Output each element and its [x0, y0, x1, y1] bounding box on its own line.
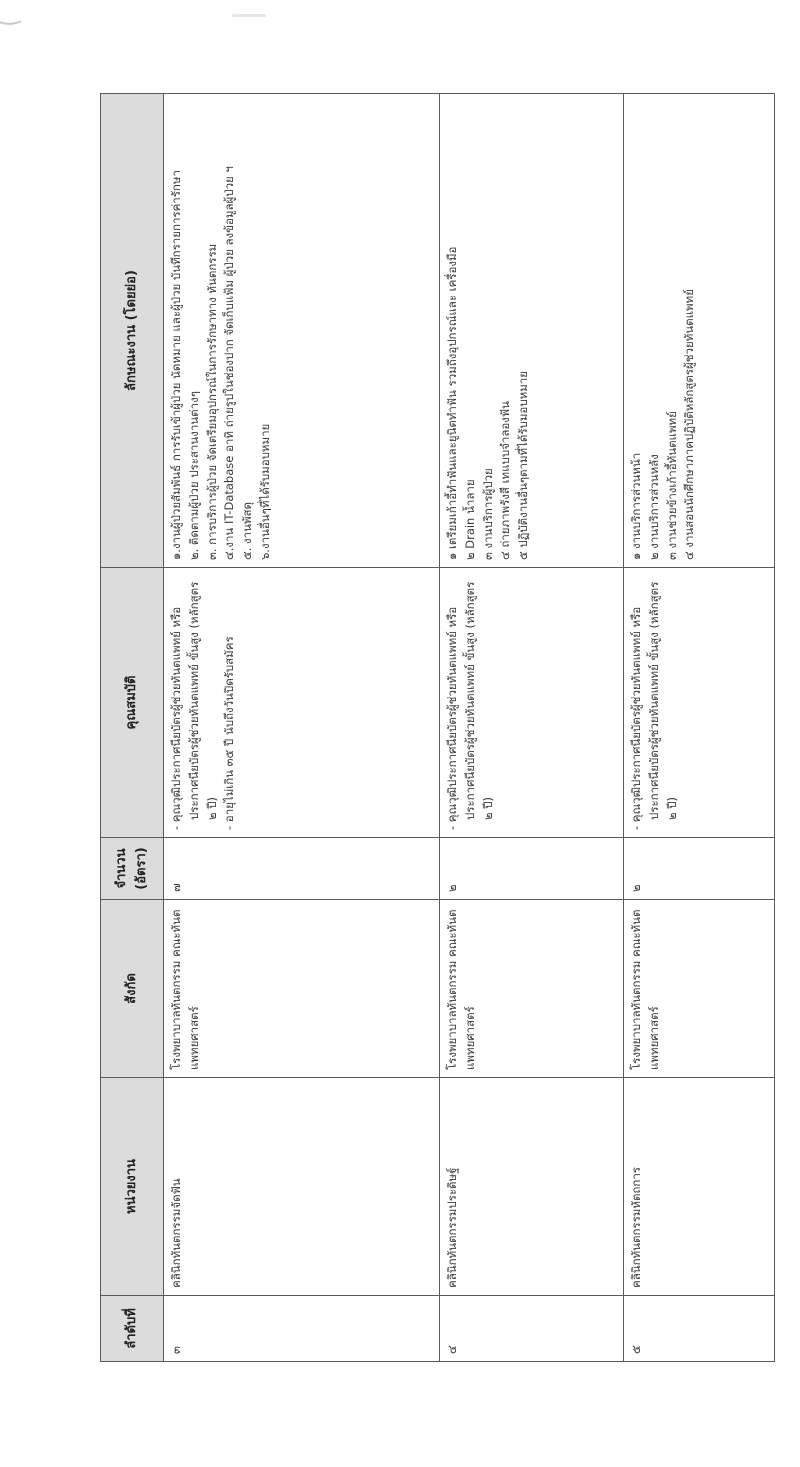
cell-duties [624, 94, 775, 568]
duty-line: ๖.งานอื่นๆที่ได้รับมอบหมาย [258, 423, 273, 560]
cell-duties [164, 94, 440, 568]
qualification-line: - คุณวุฒิประกาศนียบัตรผู้ช่วยทันตแพทย์ หรือประกาศนียบัตรผู้ช่วยทันตแพทย์ ขั้นสูง (หลักสูตร ๒ ปี) [169, 581, 219, 830]
duty-line: ๑ งานบริการส่วนหน้า [629, 452, 643, 560]
duty-line: ๕. งานพัสดุ [240, 501, 255, 560]
scan-smudge [232, 14, 266, 17]
cell-unit: คลินิกทันตกรรมประดิษฐ์ [440, 1078, 624, 1296]
cell-affiliation: โรงพยาบาลทันตกรรม คณะทันตแพทยศาสตร์ [164, 900, 440, 1078]
cell-unit: คลินิกทันตกรรมจัดฟัน [164, 1078, 440, 1296]
cell-unit: คลินิกทันตกรรมหัตถการ [624, 1078, 775, 1296]
scan-corner-mark [0, 0, 21, 33]
qualification-line: - อายุไม่เกิน ๓๕ ปี นับถึงวันปิดรับสมัคร [222, 636, 237, 830]
rotated-table-container [100, 94, 765, 1362]
cell-count: ๒ [440, 838, 624, 900]
header-qualification: คุณสมบัติ [101, 568, 164, 838]
duty-line: ๒ Drain น้ำลาย [462, 479, 477, 560]
cell-count: ๒ [624, 838, 775, 900]
cell-seq: ๓ [164, 1296, 440, 1362]
duty-line: ๕ ปฏิบัติงานอื่นๆตามที่ได้รับมอบหมาย [516, 371, 531, 560]
table-row [440, 94, 624, 1362]
cell-qualification [440, 568, 624, 838]
cell-qualification [624, 568, 775, 838]
duty-line: ๒ งานบริการส่วนหลัง [646, 454, 661, 560]
qualification-line: - คุณวุฒิประกาศนียบัตรผู้ช่วยทันตแพทย์ หรือประกาศนียบัตรผู้ช่วยทันตแพทย์ ขั้นสูง (หลักสูตร ๒ ปี) [629, 581, 679, 830]
cell-count: ๗ [164, 838, 440, 900]
duty-line: ๑ เตรียมเก้าอี้ทำฟันและยูนิตทำฟัน รวมถึงอุปกรณ์และ เครื่องมือ [445, 246, 459, 560]
cell-duties [440, 94, 624, 568]
duty-line: ๑.งานผู้ป่วยสัมพันธ์ การรับเข้าผู้ป่วย นัดหมาย และผู้ป่วย บันทึกรายการค่ารักษา [169, 170, 183, 560]
duty-line: ๓. การบริการผู้ป่วย จัดเตรียมอุปกรณ์ในการรักษาทาง ทันตกรรม [204, 243, 219, 560]
cell-affiliation: โรงพยาบาลทันตกรรม คณะทันตแพทยศาสตร์ [624, 900, 775, 1078]
duty-line: ๔.งาน IT-Database อาทิ ถ่ายรูปในช่องปาก จัดเก็บแฟ้ม ผู้ป่วย ลงข้อมูลผู้ป่วย ฯ [222, 166, 237, 560]
table-header-row [101, 94, 164, 1362]
duty-line: ๔ งานสอนนักศึกษาภาคปฏิบัติหลักสูตรผู้ช่วยทันตแพทย์ [682, 289, 697, 560]
duty-line: ๒. ติดตามผู้ป่วย ประสานงานต่างๆ [186, 391, 201, 560]
cell-affiliation: โรงพยาบาลทันตกรรม คณะทันตแพทยศาสตร์ [440, 900, 624, 1078]
cell-seq: ๔ [440, 1296, 624, 1362]
table-row [164, 94, 440, 1362]
cell-seq: ๕ [624, 1296, 775, 1362]
duty-line: ๓ งานบริการผู้ป่วย [480, 468, 495, 560]
header-count: จำนวน (อัตรา) [101, 838, 164, 900]
cell-qualification [164, 568, 440, 838]
header-unit: หน่วยงาน [101, 1078, 164, 1296]
table-row [624, 94, 775, 1362]
duty-line: ๓ งานช่วยข้างเก้าอี้ทันตแพทย์ [664, 411, 679, 560]
header-duties: ลักษณะงาน (โดยย่อ) [101, 94, 164, 568]
header-seq: ลำดับที่ [101, 1296, 164, 1362]
job-positions-table [100, 93, 775, 1362]
header-affiliation: สังกัด [101, 900, 164, 1078]
qualification-line: - คุณวุฒิประกาศนียบัตรผู้ช่วยทันตแพทย์ หรือประกาศนียบัตรผู้ช่วยทันตแพทย์ ขั้นสูง (หลักสูตร ๒ ปี) [445, 581, 495, 830]
duty-line: ๔ ถ่ายภาพรังสี เทแบบจำลองฟัน [498, 401, 513, 560]
